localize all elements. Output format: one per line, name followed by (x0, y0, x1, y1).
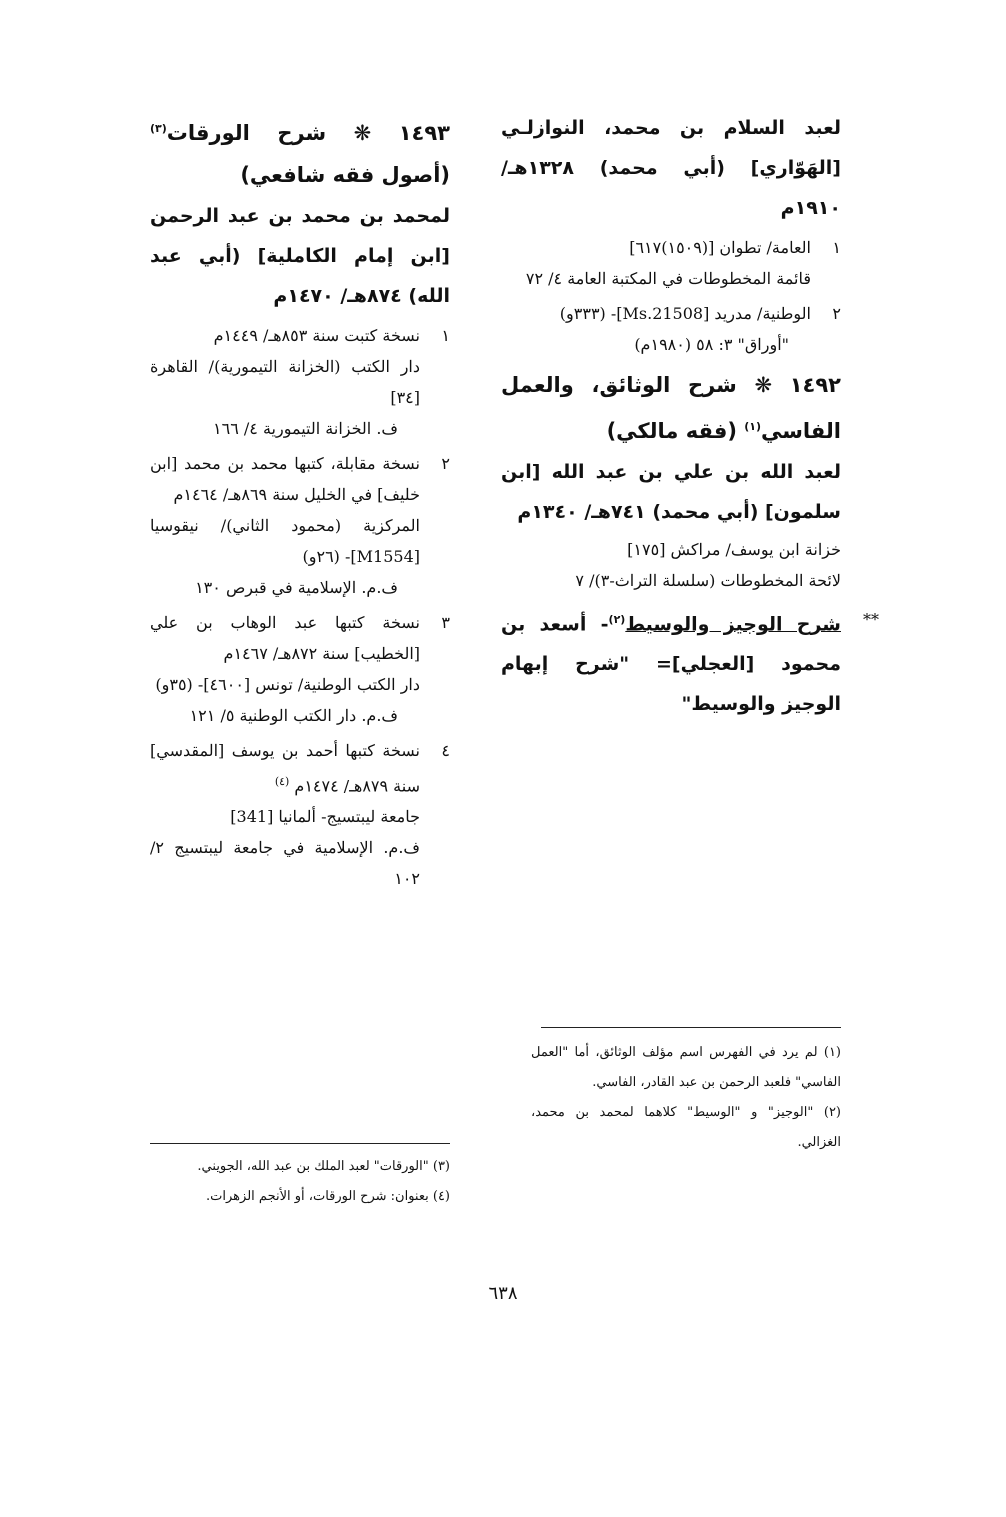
footnote-rule-right (541, 1027, 841, 1028)
heading-text: ١٤٩٣ ❋ شرح الورقات (166, 121, 450, 145)
heading-text: ١٤٩٢ ❋ شرح الوثائق، والعمل الفاسي (501, 373, 841, 443)
footnote-rule-left (150, 1143, 450, 1144)
author-continued: لعبد السلام بن محمد، النوازلـي [الهَوّاري] (أبي محمد) ١٣٢٨هـ/ ١٩١٠م (501, 117, 841, 219)
entry-heading-1492 (501, 364, 841, 452)
entry-number: ٢ (441, 454, 450, 473)
entry-number: ٤ (441, 741, 450, 760)
author-line: لمحمد بن محمد بن عبد الرحمن [ابن إمام الكاملية] (أبي عبد الله) ٨٧٤هـ/ ١٤٧٠م (150, 205, 450, 307)
heading-subject: (فقه مالكي) (606, 419, 737, 443)
entry-line-text: نسخة كتبها أحمد بن يوسف [المقدسي] سنة ٨٧٩هـ/ ١٤٧٤م (150, 741, 420, 796)
cross-reference-author: - أسعد بن محمود [العجلي]= "شرح إبهام الوجيز والوسيط" (501, 613, 841, 716)
cross-reference (501, 600, 879, 724)
heading-subject: (أصول فقه شافعي) (240, 163, 450, 187)
entry-line: جامعة ليبتسيج- ألمانيا [341] (230, 807, 420, 827)
cross-reference-marker: ** (863, 610, 879, 629)
footnote-ref: (٤) (274, 775, 290, 788)
entry-number: ٣ (441, 613, 450, 632)
footnote: (٢) "الوجيز" و "الوسيط" كلاهما لمحمد بن محمد، الغزالي. (531, 1105, 841, 1150)
entry-line: ف.م. الإسلامية في جامعة ليبتسيج ٢/ ١٠٢ (150, 838, 420, 889)
left-column (150, 108, 450, 898)
entry-line: نسخة كتبت سنة ٨٥٣هـ/ ١٤٤٩م (213, 326, 420, 345)
library-line: خزانة ابن يوسف/ مراكش [١٧٥] (627, 540, 841, 559)
footnotes-right (531, 1038, 841, 1158)
footnote-ref: (١) (744, 420, 762, 433)
entry-line: قائمة المخطوطات في المكتبة العامة ٤/ ٧٢ (525, 269, 811, 288)
catalog-line: لائحة المخطوطات (سلسلة التراث-٣)/ ٧ (575, 571, 841, 590)
right-column (501, 108, 879, 726)
author-line: لعبد الله بن علي بن عبد الله [ابن سلمون] (أبي محمد) ٧٤١هـ/ ١٣٤٠م (501, 461, 841, 523)
footnote-ref: (٢) (608, 613, 626, 626)
cross-reference-title: شرح الوجيز والوسيط (625, 613, 841, 636)
footnote-ref: (٣) (150, 122, 167, 135)
manuscript-entry (150, 320, 450, 444)
page-number: ٦٣٨ (488, 1283, 518, 1304)
entry-line: ف. الخزانة التيمورية ٤/ ١٦٦ (213, 419, 398, 438)
entry-number: ٢ (832, 304, 841, 323)
entry-line: العامة/ تطوان [(١٥٠٩)٦١٧] (629, 238, 811, 257)
footnote: (٣) "الورقات" لعبد الملك بن عبد الله، الجويني. (197, 1159, 450, 1174)
entry-number: ١ (832, 238, 841, 257)
entry-number: ١ (441, 326, 450, 345)
entry-line: المركزية (محمود الثاني)/ نيقوسيا [M1554]- (٢٦و) (150, 516, 420, 566)
entry-heading-1493 (150, 108, 450, 196)
cross-reference-text (501, 600, 841, 724)
entry-line: الوطنية/ مدريد [Ms.21508]- (٣٣٣و) (559, 304, 811, 323)
footnotes-left (150, 1152, 450, 1212)
manuscript-entry (150, 735, 450, 894)
manuscript-entry (150, 607, 450, 731)
entry-line: نسخة كتبها عبد الوهاب بن علي [الخطيب] سنة ٨٧٢هـ/ ١٤٦٧م (150, 613, 420, 663)
entry-line: "أوراق" ٣: ٥٨ (١٩٨٠م) (634, 335, 789, 354)
footnote: (٤) بعنوان: شرح الورقات، أو الأنجم الزهرات. (206, 1189, 450, 1204)
entry-line: دار الكتب الوطنية/ تونس [٤٦٠٠]- (٣٥و) (155, 675, 420, 694)
footnote: (١) لم يرد في الفهرس اسم مؤلف الوثائق، أما "العمل الفاسي" فلعبد الرحمن بن عبد القادر، الفاسي. (531, 1045, 841, 1090)
entry-line (150, 735, 420, 801)
manuscript-entry (501, 232, 841, 294)
entry-line: دار الكتب (الخزانة التيمورية)/ القاهرة [٣٤] (150, 357, 420, 407)
manuscript-entry (501, 298, 841, 360)
entry-line: ف.م. دار الكتب الوطنية ٥/ ١٢١ (189, 706, 398, 725)
entry-line: نسخة مقابلة، كتبها محمد بن محمد [ابن خليف] في الخليل سنة ٨٦٩هـ/ ١٤٦٤م (150, 454, 420, 504)
entry-line: ف.م. الإسلامية في قبرص ١٣٠ (195, 578, 398, 597)
manuscript-entry (150, 448, 450, 603)
